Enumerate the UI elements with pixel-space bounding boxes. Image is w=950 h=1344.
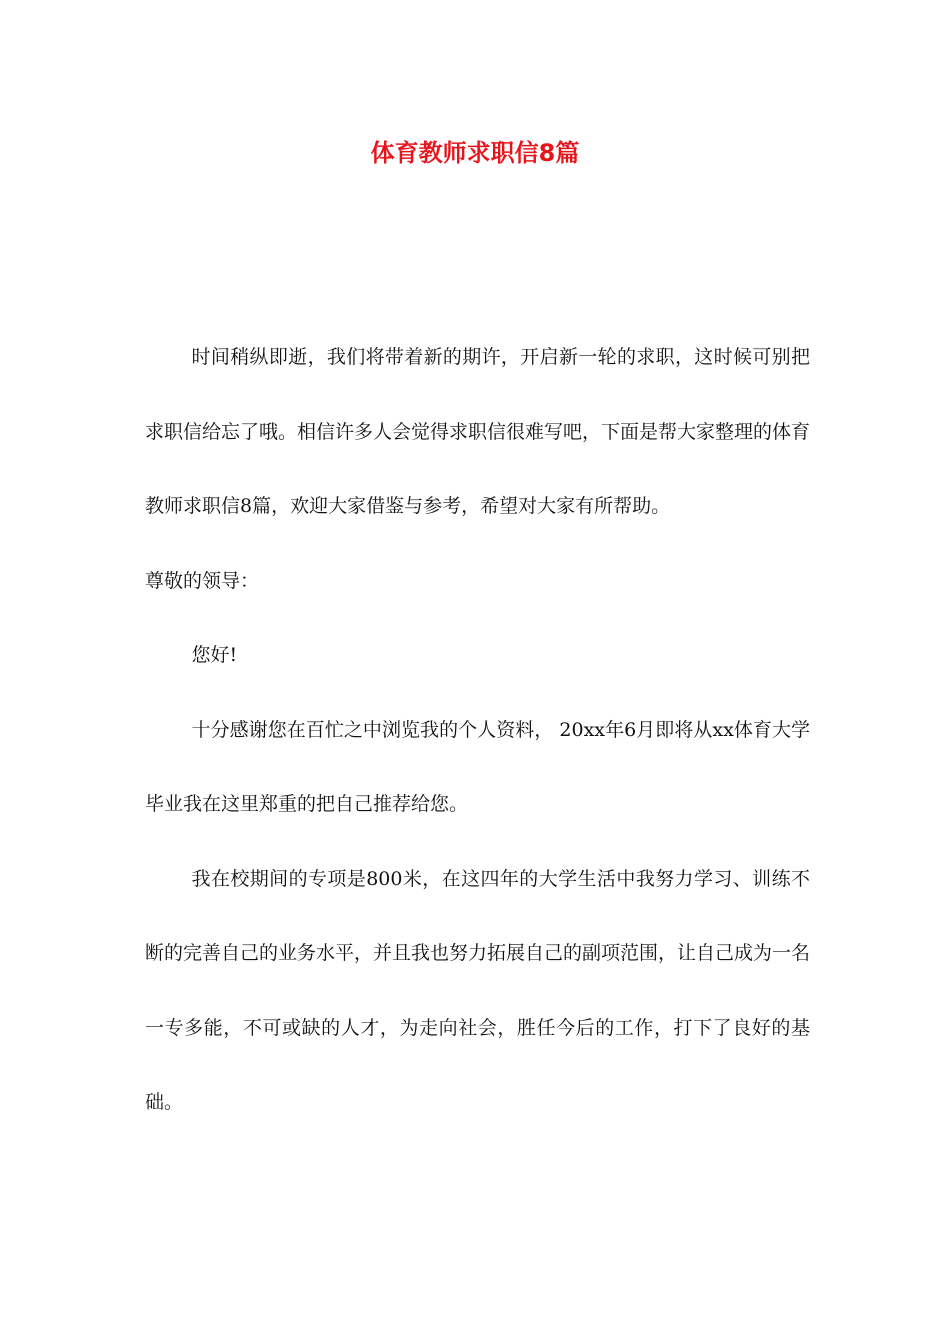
salutation: 尊敬的领导： [145,569,260,592]
document-body [145,320,810,1140]
body-paragraph-1: 十分感谢您在百忙之中浏览我的个人资料， 20xx年6月即将从xx体育大学毕业我在这里郑重的把自己推荐给您。 [145,718,810,815]
document-title: 体育教师求职信8篇 [370,139,580,167]
body-paragraph-2: 我在校期间的专项是800米，在这四年的大学生活中我努力学习、训练不断的完善自己的业务水平，并且我也努力拓展自己的副项范围，让自己成为一名一专多能，不可或缺的人才，为走向社会，胜任今后的工作，打下了良好的基础。 [145,867,811,1113]
greeting: 您好! [191,644,238,666]
intro-paragraph: 时间稍纵即逝，我们将带着新的期许，开启新一轮的求职，这时候可别把求职信给忘了哦。相信许多人会觉得求职信很难写吧，下面是帮大家整理的体育教师求职信8篇，欢迎大家借鉴与参考，希望对大家有所帮助。 [145,346,811,517]
